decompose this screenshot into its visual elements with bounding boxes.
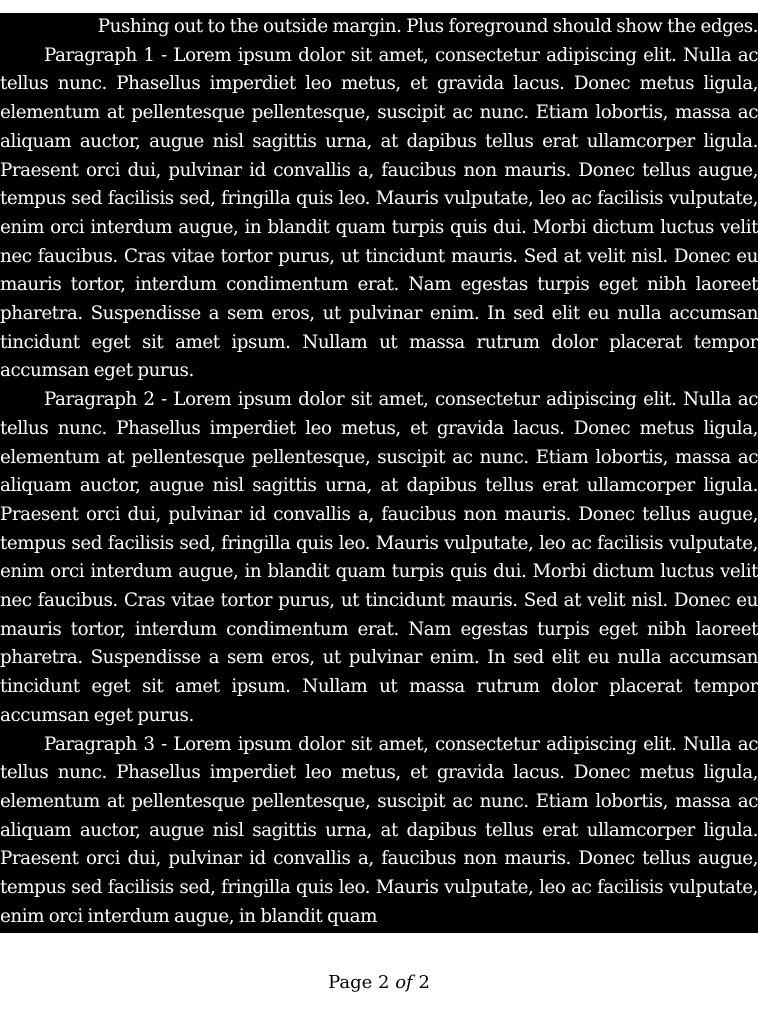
paragraph-2: Paragraph 2 - Lorem ipsum dolor sit amet, consectetur adipiscing elit. Nulla ac tellus nunc. Phasellus imperdiet leo metus, et gravida lacus. Donec metus ligula, elementum at pellentesque pellentesque, suscipit ac nunc. Etiam lobortis, massa ac aliquam auctor, augue nisl sagittis urna, at dapibus tellus erat ullamcorper ligula. Praesent orci dui, pulvinar id convallis a, faucibus non mauris. Donec tellus augue, tempus sed facilisis sed, fringilla quis leo. Mauris vulputate, leo ac facilisis vulputate, enim orci interdum augue, in blandit quam turpis quis dui. Morbi dictum luctus velit nec faucibus. Cras vitae tortor purus, ut tincidunt mauris. Sed at velit nisl. Donec eu mauris tortor, interdum condimentum erat. Nam egestas turpis eget nibh laoreet pharetra. Suspendisse a sem eros, ut pulvinar enim. In sed elit eu nulla accumsan tincidunt eget sit amet ipsum. Nullam ut massa rutrum dolor placerat tempor accumsan eget purus. (0, 389, 758, 726)
lead-line: Pushing out to the outside margin. Plus foreground should show the edges. (97, 16, 758, 37)
text-block (0, 13, 758, 933)
page-footer (0, 970, 758, 996)
paragraph-3: Paragraph 3 - Lorem ipsum dolor sit amet, consectetur adipiscing elit. Nulla ac tellus nunc. Phasellus imperdiet leo metus, et gravida lacus. Donec metus ligula, elementum at pellentesque pellentesque, suscipit ac nunc. Etiam lobortis, massa ac aliquam auctor, augue nisl sagittis urna, at dapibus tellus erat ullamcorper ligula. Praesent orci dui, pulvinar id convallis a, faucibus non mauris. Donec tellus augue, tempus sed facilisis sed, fringilla quis leo. Mauris vulputate, leo ac facilisis vulputate, enim orci interdum augue, in blandit quam (0, 733, 758, 927)
page-label: Page (328, 972, 373, 993)
paragraph-1: Paragraph 1 - Lorem ipsum dolor sit amet, consectetur adipiscing elit. Nulla ac tellus nunc. Phasellus imperdiet leo metus, et gravida lacus. Donec metus ligula, elementum at pellentesque pellentesque, suscipit ac nunc. Etiam lobortis, massa ac aliquam auctor, augue nisl sagittis urna, at dapibus tellus erat ullamcorper ligula. Praesent orci dui, pulvinar id convallis a, faucibus non mauris. Donec tellus augue, tempus sed facilisis sed, fringilla quis leo. Mauris vulputate, leo ac facilisis vulputate, enim orci interdum augue, in blandit quam turpis quis dui. Morbi dictum luctus velit nec faucibus. Cras vitae tortor purus, ut tincidunt mauris. Sed at velit nisl. Donec eu mauris tortor, interdum condimentum erat. Nam egestas turpis eget nibh laoreet pharetra. Suspendisse a sem eros, ut pulvinar enim. In sed elit eu nulla accumsan tincidunt eget sit amet ipsum. Nullam ut massa rutrum dolor placerat tempor accumsan eget purus. (0, 44, 758, 382)
current-page-number: 2 (378, 972, 390, 993)
of-label: of (395, 972, 413, 993)
total-pages-number: 2 (418, 972, 430, 993)
